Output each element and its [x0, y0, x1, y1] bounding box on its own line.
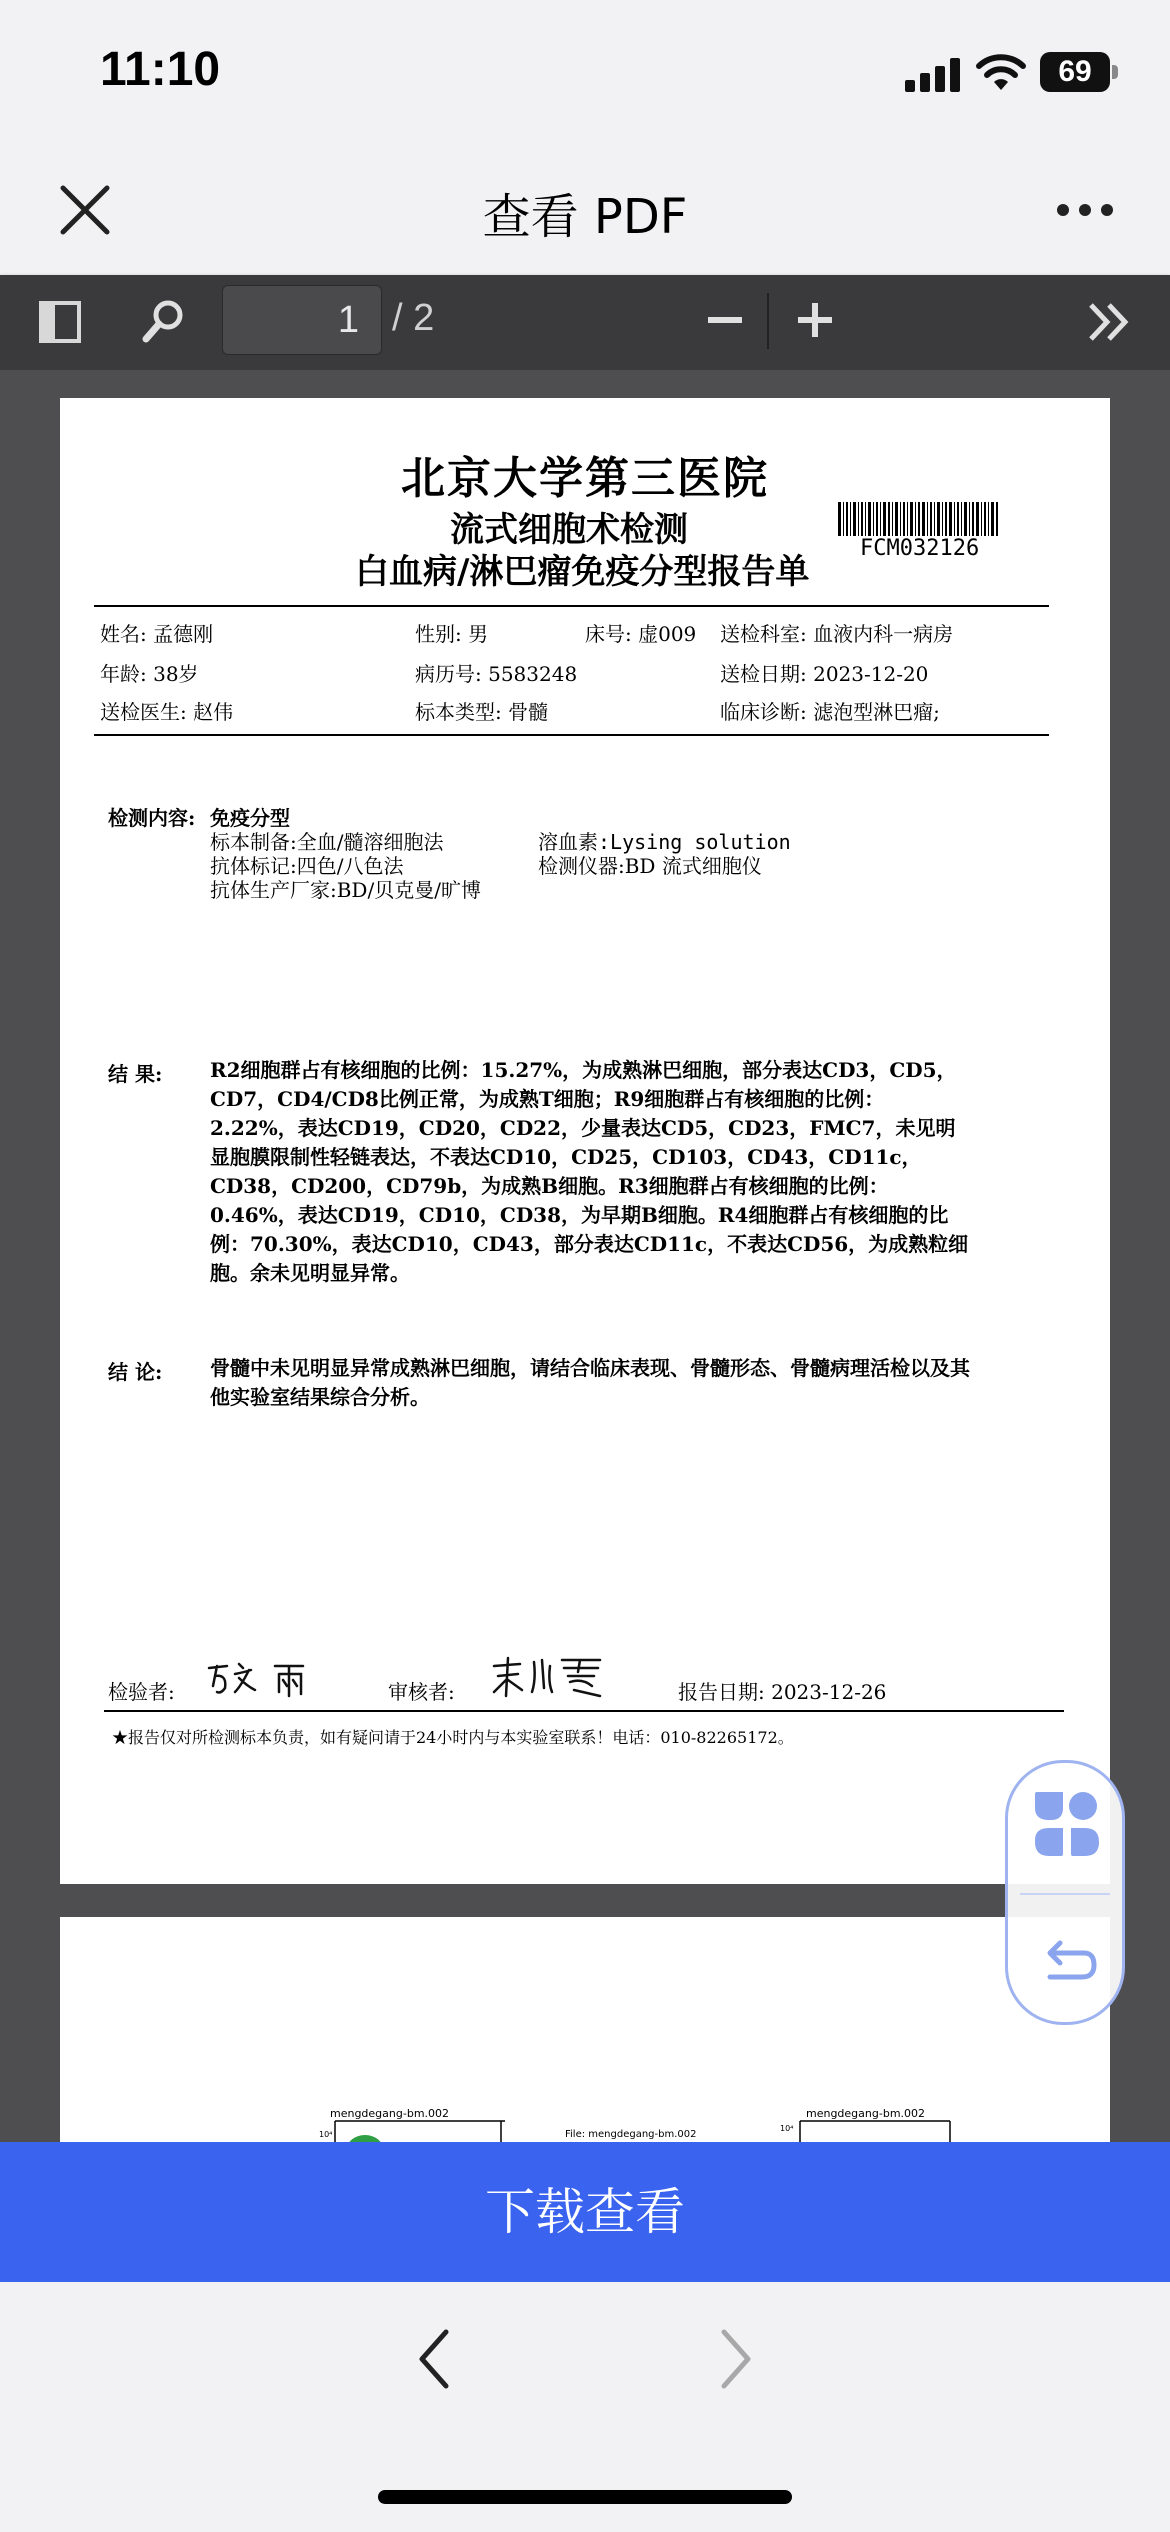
zoom-out-icon[interactable] [700, 295, 750, 345]
pdf-viewer[interactable] [0, 370, 1170, 2142]
sidebar-toggle-icon[interactable] [38, 300, 82, 344]
apps-icon[interactable] [1033, 1790, 1101, 1858]
pdf-page-2 [60, 1917, 1110, 2142]
flow-plot-3 [770, 2117, 960, 2142]
referring-doctor: 送检医生: 赵伟 [100, 700, 234, 724]
search-icon[interactable] [140, 297, 188, 345]
reviewer-label: 审核者: [388, 1680, 455, 1704]
patient-gender: 性别: 男 [415, 622, 489, 646]
instrument: 检测仪器:BD 流式细胞仪 [538, 854, 762, 878]
home-indicator[interactable] [378, 2490, 792, 2504]
sample-type: 标本类型: 骨髓 [415, 700, 549, 724]
hospital-name: 北京大学第三医院 [401, 453, 769, 504]
plot-file-label: File: mengdegang-bm.002 [565, 2129, 697, 2140]
inspector-signature [205, 1656, 325, 1702]
clinical-diagnosis: 临床诊断: 滤泡型淋巴瘤; [720, 700, 940, 724]
battery-icon [1040, 52, 1120, 92]
inspector-label: 检验者: [108, 1680, 175, 1704]
report-title: 白血病/淋巴瘤免疫分型报告单 [355, 552, 810, 592]
page-title: 查看 PDF [482, 189, 688, 245]
patient-age: 年龄: 38岁 [100, 662, 199, 686]
forward-arrow-icon[interactable] [710, 2324, 760, 2394]
conclusion-text: 骨髓中未见明显异常成熟淋巴细胞，请结合临床表现、骨髓形态、骨髓病理活检以及其他实验室结果综合分析。 [210, 1356, 970, 1409]
sample-date: 送检日期: 2023-12-20 [720, 662, 929, 686]
wifi-icon [975, 52, 1027, 92]
nav-bar [0, 140, 1170, 276]
back-arrow-icon[interactable] [410, 2324, 460, 2394]
conclusion-label: 结 论: [108, 1360, 163, 1384]
plot-title: mengdegang-bm.002 [330, 2107, 450, 2120]
divider [94, 734, 1049, 736]
patient-dept: 送检科室: 血液内科一病房 [720, 622, 954, 646]
barcode-number: FCM032126 [860, 536, 980, 561]
more-tools-icon[interactable] [1085, 297, 1135, 347]
svg-text:10⁴: 10⁴ [319, 2130, 333, 2139]
bottom-nav [0, 2282, 1170, 2532]
result-text: R2细胞群占有核细胞的比例：15.27%，为成熟淋巴细胞，部分表达CD3，CD5，CD7，CD4/CD8比例正常，为成熟T细胞；R9细胞群占有核细胞的比例：2.22%，表达CD19，CD20，CD22，少量表达CD5，CD23，FMC7，未见明显胞膜限制性轻链表达，不表达CD10，CD25，CD103，CD43，CD11c，CD38，CD200，CD79b，为成熟B细胞。R3细胞群占有核细胞的比例：0.46%，表达CD19，CD10，CD38，为早期B细胞。R4细胞群占有核细胞的比例：70.30%，表达CD10，CD43，部分表达CD11c，不表达CD56，为成熟粒细胞。余未见明显异常。 [210, 1058, 969, 1285]
divider [104, 1710, 1064, 1712]
patient-name: 姓名: 孟德刚 [100, 622, 214, 646]
sample-prep: 标本制备:全血/髓溶细胞法 [210, 830, 444, 854]
status-bar [0, 0, 1170, 140]
barcode [838, 502, 998, 536]
svg-text:10⁴: 10⁴ [780, 2124, 794, 2133]
antibody-marker: 抗体标记:四色/八色法 [210, 854, 404, 878]
result-label: 结 果: [108, 1062, 163, 1086]
content-type: 免疫分型 [210, 806, 290, 830]
patient-bed: 床号: 虚009 [585, 622, 697, 646]
undo-icon[interactable] [1038, 1931, 1098, 1991]
zoom-in-icon[interactable] [790, 295, 840, 345]
antibody-maker: 抗体生产厂家:BD/贝克曼/旷博 [210, 878, 481, 902]
pdf-toolbar [0, 275, 1170, 370]
content-label: 检测内容: [108, 806, 196, 830]
plot-title: mengdegang-bm.002 [806, 2107, 926, 2120]
signal-icon [905, 58, 963, 92]
divider [94, 605, 1049, 607]
report-subtitle: 流式细胞术检测 [450, 510, 688, 550]
download-button[interactable]: 下载查看 [0, 2142, 1170, 2282]
floating-toolbar [1005, 1760, 1125, 2025]
status-time: 11:10 [100, 43, 221, 96]
pdf-page-1 [60, 398, 1110, 1884]
battery-level: 69 [1040, 52, 1110, 92]
report-date: 报告日期: 2023-12-26 [678, 1680, 887, 1704]
lysing: 溶血素:Lysing solution [538, 830, 791, 854]
page-total: / 2 [392, 297, 435, 339]
page-number-input[interactable]: 1 [222, 285, 382, 355]
reviewer-signature [490, 1652, 610, 1702]
more-icon[interactable] [1055, 202, 1115, 218]
flow-plot-1 [315, 2117, 505, 2142]
toolbar-divider [767, 293, 769, 349]
patient-record: 病历号: 5583248 [415, 662, 578, 686]
report-footer: ★报告仅对所检测标本负责，如有疑问请于24小时内与本实验室联系！电话：010-82265172。 [112, 1728, 794, 1747]
